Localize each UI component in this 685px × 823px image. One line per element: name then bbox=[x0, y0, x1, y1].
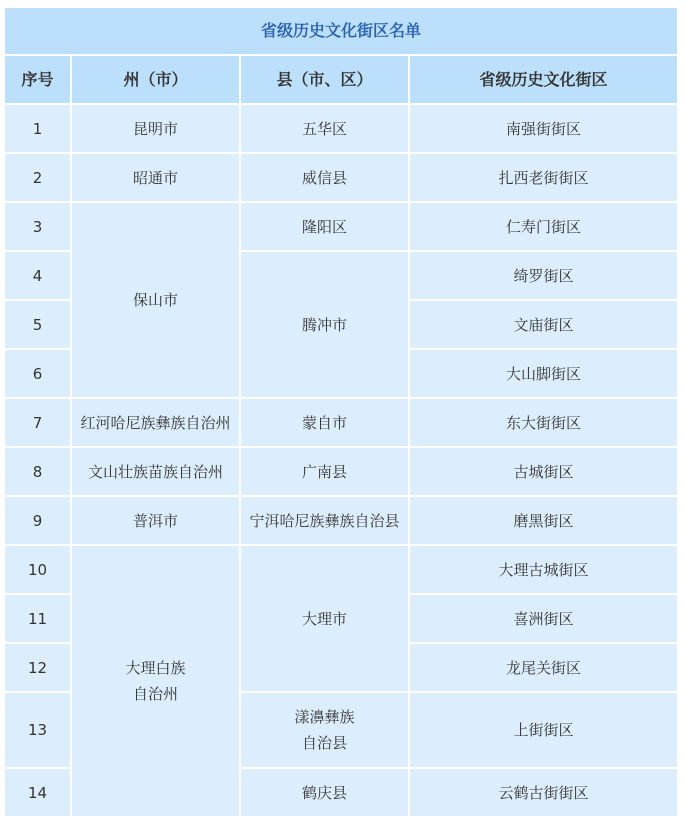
header-district: 省级历史文化街区 bbox=[410, 56, 677, 103]
county-cell: 威信县 bbox=[241, 154, 408, 201]
prefecture-cell: 文山壮族苗族自治州 bbox=[72, 448, 239, 495]
row-number: 3 bbox=[5, 203, 70, 250]
county-cell: 宁洱哈尼族彝族自治县 bbox=[241, 497, 408, 544]
table-row bbox=[5, 154, 677, 201]
row-number: 12 bbox=[5, 644, 70, 691]
row-number: 13 bbox=[5, 693, 70, 767]
prefecture-cell bbox=[72, 546, 239, 816]
district-cell: 龙尾关街区 bbox=[410, 644, 677, 691]
row-number: 2 bbox=[5, 154, 70, 201]
county-cell: 大理市 bbox=[241, 546, 408, 691]
prefecture-cell: 红河哈尼族彝族自治州 bbox=[72, 399, 239, 446]
district-cell: 绮罗街区 bbox=[410, 252, 677, 299]
table-row bbox=[5, 105, 677, 152]
row-number: 11 bbox=[5, 595, 70, 642]
county-cell: 鹤庆县 bbox=[241, 769, 408, 816]
district-cell: 大山脚街区 bbox=[410, 350, 677, 397]
header-no: 序号 bbox=[5, 56, 70, 103]
row-number: 6 bbox=[5, 350, 70, 397]
district-cell: 东大街街区 bbox=[410, 399, 677, 446]
district-cell: 古城街区 bbox=[410, 448, 677, 495]
header-county: 县（市、区） bbox=[241, 56, 408, 103]
table-row bbox=[5, 448, 677, 495]
district-cell: 喜洲街区 bbox=[410, 595, 677, 642]
table-row bbox=[5, 497, 677, 544]
district-cell: 云鹤古街街区 bbox=[410, 769, 677, 816]
county-cell: 隆阳区 bbox=[241, 203, 408, 250]
prefecture-name-line: 大理白族 bbox=[125, 659, 186, 677]
row-number: 1 bbox=[5, 105, 70, 152]
county-cell: 腾冲市 bbox=[241, 252, 408, 397]
table-row bbox=[5, 203, 677, 250]
table-header-row bbox=[5, 56, 677, 103]
county-name-line: 自治县 bbox=[301, 734, 347, 752]
county-name-line: 漾濞彝族 bbox=[294, 708, 355, 726]
prefecture-cell: 昭通市 bbox=[72, 154, 239, 201]
row-number: 5 bbox=[5, 301, 70, 348]
county-cell: 蒙自市 bbox=[241, 399, 408, 446]
district-cell: 南强街街区 bbox=[410, 105, 677, 152]
table-row bbox=[5, 546, 677, 593]
row-number: 9 bbox=[5, 497, 70, 544]
row-number: 10 bbox=[5, 546, 70, 593]
table-row bbox=[5, 399, 677, 446]
table-title: 省级历史文化街区名单 bbox=[5, 8, 677, 54]
prefecture-cell: 普洱市 bbox=[72, 497, 239, 544]
heritage-district-table bbox=[3, 6, 679, 818]
row-number: 4 bbox=[5, 252, 70, 299]
prefecture-cell: 昆明市 bbox=[72, 105, 239, 152]
row-number: 7 bbox=[5, 399, 70, 446]
row-number: 14 bbox=[5, 769, 70, 816]
county-cell: 广南县 bbox=[241, 448, 408, 495]
district-cell: 扎西老街街区 bbox=[410, 154, 677, 201]
district-cell: 文庙街区 bbox=[410, 301, 677, 348]
county-cell bbox=[241, 693, 408, 767]
prefecture-name-line: 自治州 bbox=[132, 685, 178, 703]
county-cell: 五华区 bbox=[241, 105, 408, 152]
district-cell: 大理古城街区 bbox=[410, 546, 677, 593]
district-cell: 仁寿门街区 bbox=[410, 203, 677, 250]
table-title-row bbox=[5, 8, 677, 54]
header-prefecture: 州（市） bbox=[72, 56, 239, 103]
row-number: 8 bbox=[5, 448, 70, 495]
district-cell: 上街街区 bbox=[410, 693, 677, 767]
prefecture-cell: 保山市 bbox=[72, 203, 239, 397]
district-cell: 磨黑街区 bbox=[410, 497, 677, 544]
